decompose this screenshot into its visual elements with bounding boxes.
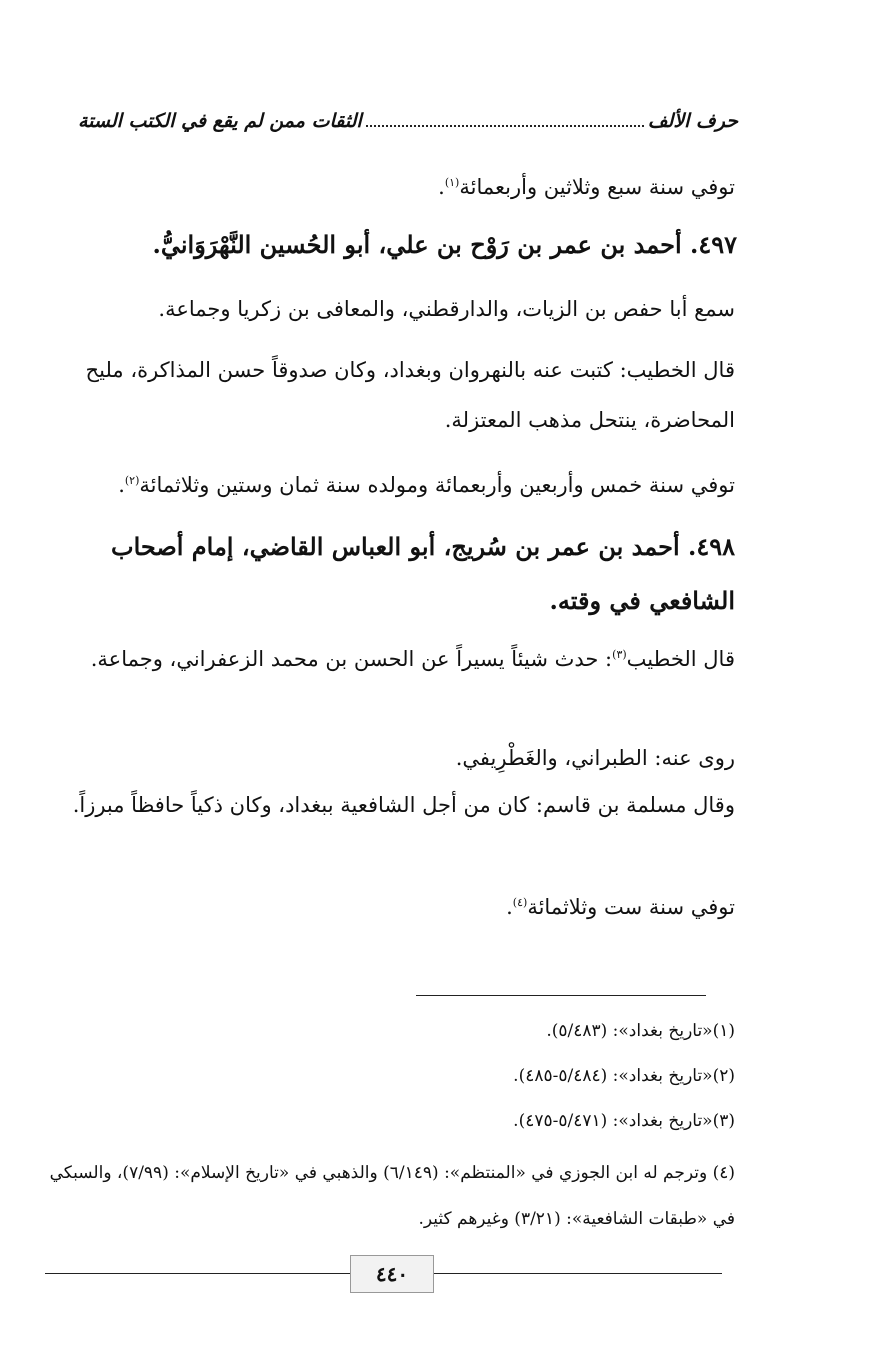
paragraph-rawa: روى عنه: الطبراني، والغَطْرِيفي. xyxy=(455,746,735,770)
paragraph-khatib-497: قال الخطيب: كتبت عنه بالنهروان وبغداد، وكان صدوقاً حسن المذاكرة، مليح المحاضرة، ينتحل مذهب المعتزلة. xyxy=(85,358,735,432)
footnote-ref: (٤) xyxy=(512,896,528,909)
header-dots xyxy=(366,125,644,127)
header-section: حرف الألف xyxy=(647,110,738,132)
footnote-ref: (٣) xyxy=(612,648,627,661)
paragraph-khatib-498 xyxy=(45,630,735,684)
entry-heading-498: ٤٩٨. أحمد بن عمر بن سُريج، أبو العباس القاضي، إمام أصحاب الشافعي في وقته. xyxy=(110,532,735,615)
footnote-2: (٢)«تاريخ بغداد»: (٥/٤٨٤-٤٨٥). xyxy=(513,1066,735,1086)
paragraph-death-497-prev: توفي سنة سبع وثلاثين وأربعمائة$^{(١)}$. xyxy=(438,175,735,199)
paragraph-death-497: توفي سنة خمس وأربعين وأربعمائة ومولده سنة ثمان وستين وثلاثمائة$^{(٢)}$. xyxy=(118,473,735,497)
footnote-3: (٣)«تاريخ بغداد»: (٥/٤٧١-٤٧٥). xyxy=(513,1111,735,1131)
footnote-separator xyxy=(416,995,706,996)
paragraph-text: توفي سنة ست وثلاثمائة xyxy=(527,895,735,919)
entry-heading-497: ٤٩٧. أحمد بن عمر بن رَوْح بن علي، أبو الحُسين النَّهْرَوَانيُّ. xyxy=(152,230,737,259)
footer-rule-right xyxy=(432,1273,722,1274)
footnote-1: (١)«تاريخ بغداد»: (٥/٤٨٣). xyxy=(546,1021,735,1041)
paragraph-text: قال الخطيب xyxy=(626,647,735,671)
footnote-4: (٤) وترجم له ابن الجوزي في «المنتظم»: (٦/١٤٩) والذهبي في «تاريخ الإسلام»: (٧/٩٩)، والسبكي في «طبقات الشافعية»: (٣/٢١) وغيرهم كثير. xyxy=(49,1163,735,1229)
footer-rule-left xyxy=(45,1273,350,1274)
paragraph-sama: سمع أبا حفص بن الزيات، والدارقطني، والمعافى بن زكريا وجماعة. xyxy=(158,297,735,321)
paragraph-maslama: وقال مسلمة بن قاسم: كان من أجل الشافعية ببغداد، وكان ذكياً حافظاً مبرزاً. xyxy=(72,793,735,817)
footnote-ref: (٢) xyxy=(124,474,140,487)
header-title: الثقات ممن لم يقع في الكتب الستة xyxy=(78,110,362,132)
footnote-ref: (١) xyxy=(444,176,460,189)
paragraph-text: توفي سنة سبع وثلاثين وأربعمائة xyxy=(459,175,735,199)
paragraph-death-498: توفي سنة ست وثلاثمائة$^{(٤)}$. xyxy=(506,895,735,919)
paragraph-text: توفي سنة خمس وأربعين وأربعمائة ومولده سنة ثمان وستين وثلاثمائة xyxy=(139,473,735,497)
page-number: ٤٤٠ xyxy=(350,1255,434,1293)
running-header xyxy=(78,110,738,133)
paragraph-text: : حدث شيئاً يسيراً عن الحسن بن محمد الزعفراني، وجماعة. xyxy=(90,647,613,671)
